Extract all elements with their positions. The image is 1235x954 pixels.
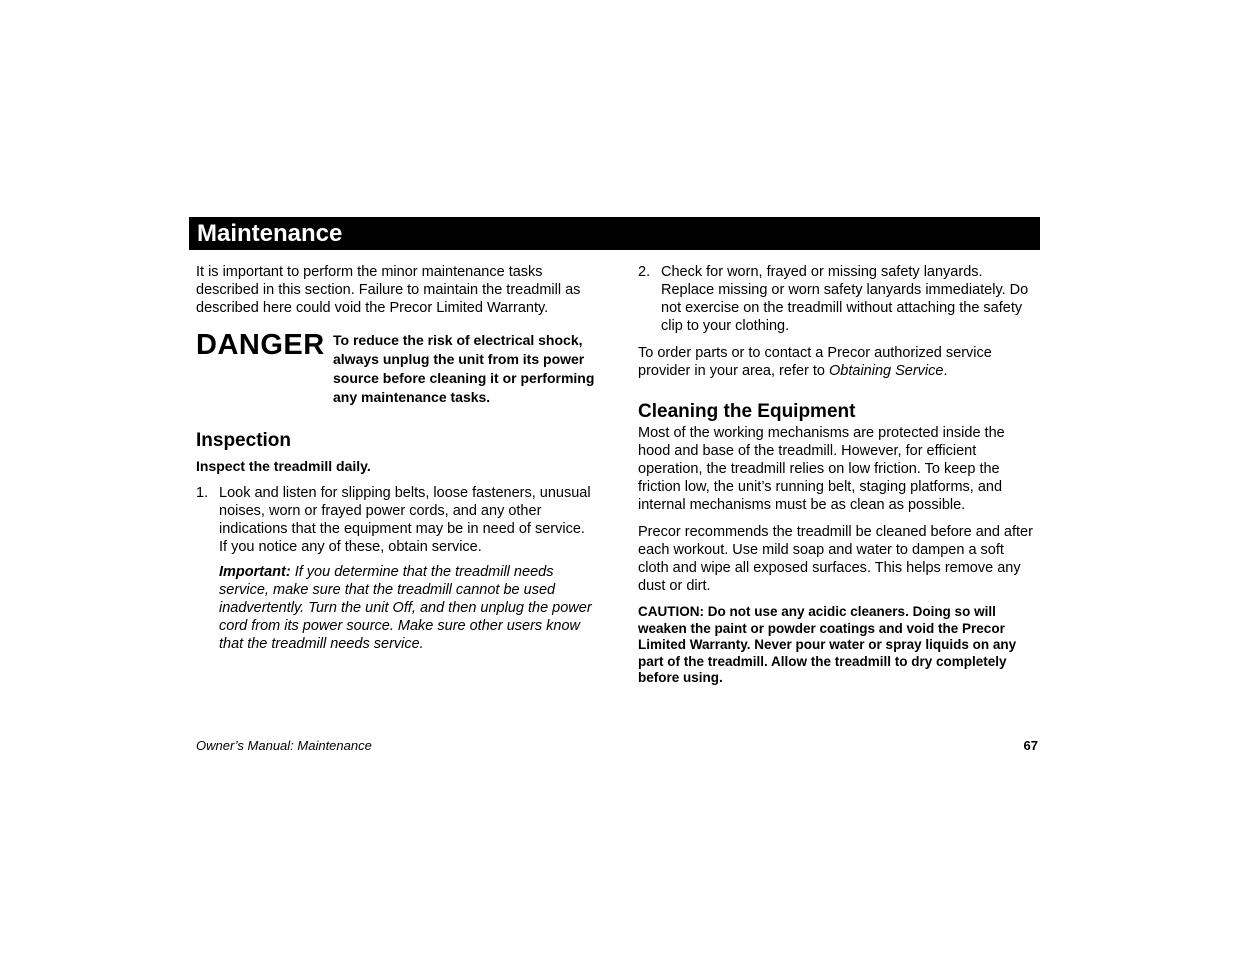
list-item-2 (638, 263, 1038, 335)
list-number: 1. (196, 485, 209, 501)
order-reference: Obtaining Service (829, 363, 944, 379)
list-number: 2. (638, 264, 651, 280)
caution-notice: CAUTION: Do not use any acidic cleaners. Doing so will weaken the paint or powder coatings and void the Precor Limited Warranty. Never pour water or spray liquids on any part of the treadmill. Allow the treadmill to dry completely before using. (638, 604, 1017, 685)
important-note (219, 563, 596, 653)
footer-label: Owner’s Manual: Maintenance (196, 738, 372, 753)
order-text: To order parts or to contact a Precor authorized service provider in your area, refer to (638, 345, 992, 379)
list-text: Look and listen for slipping belts, loose fasteners, unusual noises, worn or frayed power cords, and any other indications that the equipment may be in need of service. If you notice any of these, obtain service. (219, 485, 591, 555)
order-end: . (943, 363, 948, 379)
important-text: If you determine that the treadmill needs service, make sure that the treadmill cannot be used inadvertently. Turn the unit Off, and then unplug the power cord from its power source. Make sure other users know that the treadmill needs service. (219, 564, 592, 652)
list-item-1 (196, 484, 596, 556)
danger-label: DANGER (196, 329, 325, 361)
left-column (196, 263, 596, 653)
important-label: Important: (219, 564, 291, 580)
danger-notice (196, 329, 596, 407)
inspection-subhead: Inspect the treadmill daily. (196, 458, 371, 474)
inspection-heading: Inspection (196, 430, 292, 451)
danger-text: To reduce the risk of electrical shock, always unplug the unit from its power source before cleaning it or performing any maintenance tasks. (333, 332, 595, 405)
right-column (638, 263, 1038, 687)
cleaning-paragraph-2: Precor recommends the treadmill be cleaned before and after each workout. Use mild soap and water to dampen a soft cloth and wipe all exposed surfaces. This helps remove any dust or dirt. (638, 524, 1033, 594)
page-title: Maintenance (189, 217, 1040, 250)
page-number: 67 (1023, 738, 1038, 753)
cleaning-paragraph-1: Most of the working mechanisms are protected inside the hood and base of the treadmill. However, for efficient operation, the treadmill relies on low friction. To keep the friction low, the unit’s running belt, staging platforms, and internal mechanisms must be as clean as possible. (638, 425, 1005, 513)
order-paragraph (638, 344, 1038, 380)
list-text: Check for worn, frayed or missing safety lanyards. Replace missing or worn safety lanyards immediately. Do not exercise on the treadmill without attaching the safety clip to your clothing. (661, 264, 1029, 334)
cleaning-heading: Cleaning the Equipment (638, 401, 856, 422)
intro-paragraph: It is important to perform the minor maintenance tasks described in this section. Failure to maintain the treadmill as described here could void the Precor Limited Warranty. (196, 264, 581, 316)
